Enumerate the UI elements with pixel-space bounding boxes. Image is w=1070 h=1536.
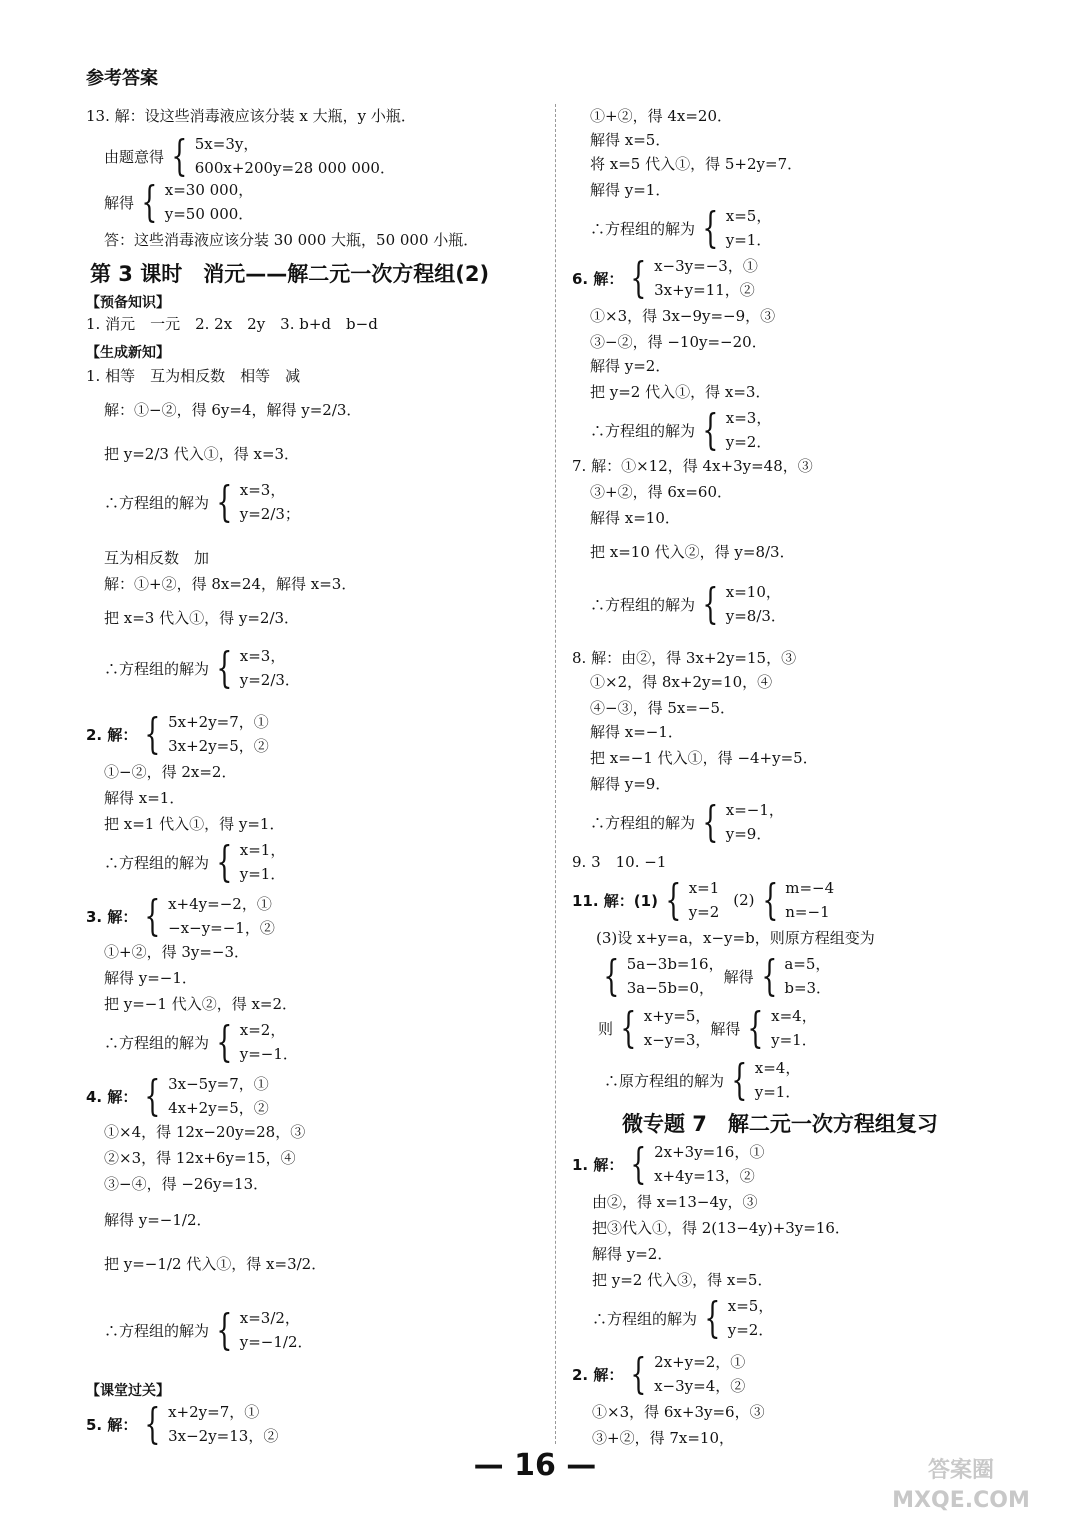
eq: y=1． [754,1083,801,1101]
eq: 5a−3b=16， [626,955,724,973]
m1-solution: ∴方程组的解为 { x=5， y=2． [592,1293,774,1342]
label: 则 [598,1019,614,1038]
eq: y=2． [727,1321,774,1339]
m1-l4: 把 y=2 代入③，得 x=5． [592,1271,773,1289]
label: (2) [733,891,755,909]
q4-l2: ②×3，得 12x+6y=15，④ [104,1149,296,1167]
q11-step1: { 5a−3b=16， 3a−5b=0， 解得 { a=5， b=3． [603,951,832,1000]
q4-l5: 把 y=−1/2 代入①，得 x=3/2． [104,1255,327,1273]
q11-step2: 则 { x+y=5， x−y=3， 解得 { x=4， y=1． [598,1003,817,1052]
q3-l1: ①+②，得 3y=−3． [104,943,250,961]
new-4: ∴方程组的解为 { x=3， y=2/3； [104,477,300,526]
q6-l2: ③−②，得 −10y=−20． [590,333,767,351]
label: 5. 解： [86,1415,138,1434]
header-title: 参考答案 [86,68,158,89]
tag-prep: 【预备知识】 [86,295,170,311]
new-7: 把 x=3 代入①，得 y=2/3． [104,609,300,627]
label: ∴方程组的解为 [592,1309,698,1328]
eq: y=9． [725,825,772,843]
eq: 3x−5y=7，① [168,1075,269,1093]
eq: y=2/3． [239,671,300,689]
label: ∴方程组的解为 [590,219,696,238]
eq: 4x+2y=5，② [168,1099,269,1117]
q8-l2: ①×2，得 8x+2y=10，④ [590,673,773,691]
eq: x=2， [239,1021,286,1039]
eq: y=8/3． [725,607,786,625]
q4-l4: 解得 y=−1/2． [104,1211,212,1229]
label: 3. 解： [86,907,138,926]
eq: x−3y=4，② [654,1377,746,1395]
eq: 3x+2y=5，② [168,737,269,755]
q4-l1: ①×4，得 12x−20y=28，③ [104,1123,306,1141]
q8-solution: ∴方程组的解为 { x=−1， y=9． [590,797,784,846]
label: 2. 解： [86,725,138,744]
eq: x−y=3， [643,1031,711,1049]
q9-q10: 9. 3 10. −1 [572,853,667,871]
q11-solution: ∴原方程组的解为 { x=4， y=1． [604,1055,801,1104]
q3-l3: 把 y=−1 代入②，得 x=2． [104,995,298,1013]
eq: x=4， [754,1059,801,1077]
r4: 解得 y=1． [590,181,671,199]
m2-l1: ①×3，得 6x+3y=6，③ [592,1403,765,1421]
q13-system-label: 由题意得 [104,147,165,166]
eq: y=1． [771,1031,817,1049]
label: ∴方程组的解为 [104,659,210,678]
eq: x=30 000， [164,181,254,199]
eq: x=5， [725,207,772,225]
m2-system: 2. 解： { 2x+y=2，① x−3y=4，② [572,1349,746,1398]
label: ∴方程组的解为 [590,813,696,832]
label: ∴原方程组的解为 [604,1071,725,1090]
q4-solution: ∴方程组的解为 { x=3/2， y=−1/2． [104,1305,313,1354]
eq: y=2． [725,433,772,451]
section-title: 第 3 课时 消元——解二元一次方程组(2) [90,262,490,286]
eq: −x−y=−1，② [168,919,275,937]
eq: x=4， [771,1007,817,1025]
label: 4. 解： [86,1087,138,1106]
q2-l3: 把 x=1 代入①，得 y=1． [104,815,285,833]
q6-l1: ①×3，得 3x−9y=−9，③ [590,307,776,325]
q6-l4: 把 y=2 代入①，得 x=3． [590,383,771,401]
q7-solution: ∴方程组的解为 { x=10， y=8/3． [590,579,786,628]
label: 解得 [723,967,754,986]
q2-l2: 解得 x=1． [104,789,185,807]
column-divider [555,104,556,1444]
q4-system: 4. 解： { 3x−5y=7，① 4x+2y=5，② [86,1071,269,1120]
tag-new: 【生成新知】 [86,345,170,361]
eq: b=3． [784,979,832,997]
q13-solution-label: 解得 [104,193,135,212]
r5: ∴方程组的解为 { x=5， y=1． [590,203,772,252]
m2-l2: ③+②，得 7x=10， [592,1429,734,1447]
eq: 2x+3y=16，① [654,1143,765,1161]
q4-l3: ③−④，得 −26y=13． [104,1175,269,1193]
q13-answer: 答：这些消毒液应该分装 30 000 大瓶，50 000 小瓶． [104,231,479,249]
q7-l1: 7. 解：①×12，得 4x+3y=48，③ [572,457,813,475]
eq: y=−1． [239,1045,298,1063]
label: ∴方程组的解为 [104,1033,210,1052]
eq: x=−1， [725,801,784,819]
new-3: 把 y=2/3 代入①，得 x=3． [104,445,300,463]
eq: y=50 000． [164,205,254,223]
eq: y=1． [725,231,772,249]
eq: n=−1 [785,903,830,921]
eq: m=−4 [785,879,835,897]
q6-l3: 解得 y=2． [590,357,671,375]
eq: 3a−5b=0， [626,979,715,997]
q7-l4: 把 x=10 代入②，得 y=8/3． [590,543,795,561]
label: 2. 解： [572,1365,624,1384]
eq: y=2 [688,903,720,921]
prep-answers: 1. 消元 一元 2. 2x 2y 3. b+d b−d [86,315,378,333]
q8-l4: 解得 x=−1． [590,723,683,741]
eq: 3x−2y=13，② [168,1427,279,1445]
label: 6. 解： [572,269,624,288]
q11-part12: 11. 解：(1) { x=1 y=2 (2) { m=−4 n=−1 [572,875,835,924]
q2-solution: ∴方程组的解为 { x=1， y=1． [104,837,286,886]
label: ∴方程组的解为 [104,493,210,512]
q13-solution: 解得 { x=30 000， y=50 000． [104,177,254,226]
eq: x+2y=7，① [168,1403,260,1421]
eq: 3x+y=11，② [654,281,755,299]
eq: a=5， [784,955,831,973]
eq: 5x+2y=7，① [168,713,269,731]
q6-solution: ∴方程组的解为 { x=3， y=2． [590,405,772,454]
new-2: 解：①−②，得 6y=4，解得 y=2/3． [104,401,362,419]
eq: y=−1/2． [239,1333,313,1351]
eq: y=2/3； [239,505,300,523]
label: 解得 [710,1019,741,1038]
eq: y=1． [239,865,286,883]
q8-l3: ④−③，得 5x=−5． [590,699,736,717]
eq: x+4y=−2，① [168,895,272,913]
tag-class: 【课堂过关】 [86,1383,170,1399]
eq: 600x+200y=28 000 000． [194,159,395,177]
new-1: 1. 相等 互为相反数 相等 减 [86,367,301,385]
eq: x=1， [239,841,286,859]
m1-l3: 解得 y=2． [592,1245,673,1263]
eq: x=1 [688,879,720,897]
eq: x−3y=−3，① [654,257,758,275]
page-number: — 16 — [473,1448,597,1483]
new-5: 互为相反数 加 [104,549,210,567]
eq: x=5， [727,1297,774,1315]
eq: x=3， [725,409,772,427]
m1-l1: 由②，得 x=13−4y，③ [592,1193,758,1211]
label: ∴方程组的解为 [590,595,696,614]
q3-l2: 解得 y=−1． [104,969,197,987]
eq: x=10， [725,583,781,601]
q6-system: 6. 解： { x−3y=−3，① 3x+y=11，② [572,253,758,302]
eq: x=3/2， [239,1309,300,1327]
eq: 2x+y=2，① [654,1353,746,1371]
m1-system: 1. 解： { 2x+3y=16，① x+4y=13，② [572,1139,765,1188]
eq: 5x=3y， [194,135,259,153]
label: ∴方程组的解为 [104,1321,210,1340]
watermark: 答案圈 MXQE.COM [892,1458,1030,1513]
q2-system: 2. 解： { 5x+2y=7，① 3x+2y=5，② [86,709,269,758]
q2-l1: ①−②，得 2x=2． [104,763,237,781]
q3-system: 3. 解： { x+4y=−2，① −x−y=−1，② [86,891,275,940]
r1: ①+②，得 4x=20． [590,107,732,125]
r2: 解得 x=5． [590,131,671,149]
label: 1. 解： [572,1155,624,1174]
q8-l5: 把 x=−1 代入①，得 −4+y=5． [590,749,818,767]
new-8: ∴方程组的解为 { x=3， y=2/3． [104,643,300,692]
eq: x=3， [239,647,286,665]
eq: x+y=5， [643,1007,711,1025]
q13-line1: 13. 解：设这些消毒液应该分装 x 大瓶，y 小瓶． [86,107,416,125]
q13-system: 由题意得 { 5x=3y， 600x+200y=28 000 000． [104,131,395,180]
q3-solution: ∴方程组的解为 { x=2， y=−1． [104,1017,298,1066]
new-6: 解：①+②，得 8x=24，解得 x=3． [104,575,357,593]
q7-l3: 解得 x=10． [590,509,680,527]
q11-l3: (3)设 x+y=a，x−y=b，则原方程组变为 [596,929,875,947]
q8-l6: 解得 y=9． [590,775,671,793]
label: ∴方程组的解为 [104,853,210,872]
section-title-2: 微专题 7 解二元一次方程组复习 [622,1112,938,1136]
q7-l2: ③+②，得 6x=60． [590,483,732,501]
q5-system: 5. 解： { x+2y=7，① 3x−2y=13，② [86,1399,279,1448]
label: ∴方程组的解为 [590,421,696,440]
q8-l1: 8. 解：由②，得 3x+2y=15，③ [572,649,797,667]
r3: 将 x=5 代入①，得 5+2y=7． [590,155,803,173]
label: 11. 解：(1) [572,891,658,910]
eq: x+4y=13，② [654,1167,755,1185]
m1-l2: 把③代入①，得 2(13−4y)+3y=16． [592,1219,850,1237]
eq: x=3， [239,481,286,499]
